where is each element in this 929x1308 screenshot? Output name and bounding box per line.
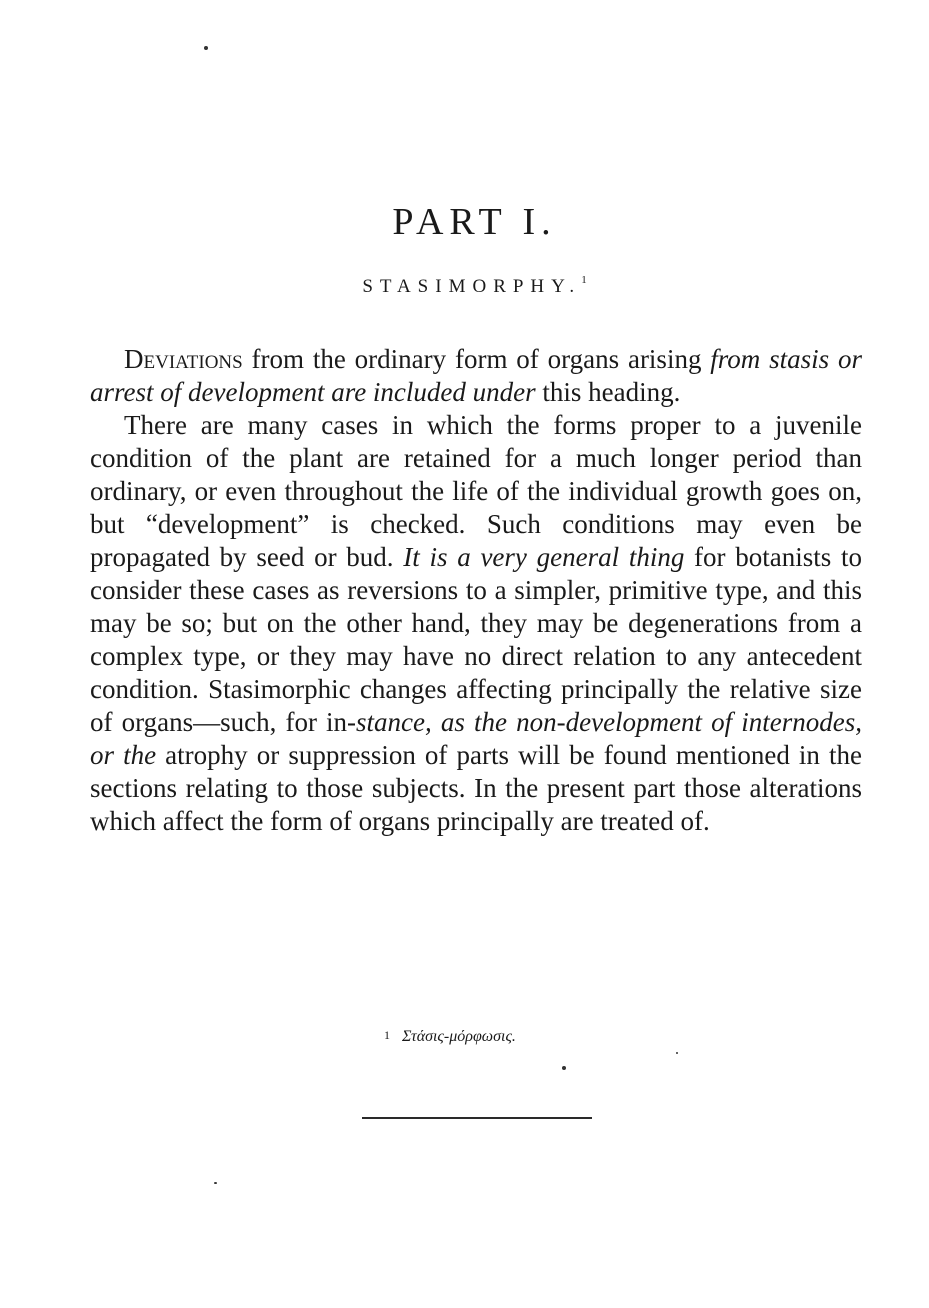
paragraph-2-part-a: There are many cases in which the forms proper to a juvenile condition of the plant are retained for a much longer period than ordinary, or even throughout the life of the individual growth goes on, but “development” is checked. Such conditions may even be propagated by seed or bud.: [90, 410, 862, 572]
paragraph-1: [90, 343, 862, 409]
paragraph-2-italic-a: It is a very general thing: [403, 542, 685, 572]
print-speck: [676, 1052, 678, 1054]
part-heading: PART I.: [392, 201, 557, 243]
paragraph-1-italic: from stasis or arrest of development are included under: [90, 344, 862, 407]
paragraph-2-italic-b: stance, as the non-development of internodes, or the: [90, 707, 862, 770]
lead-word: Deviations: [124, 344, 243, 374]
paragraph-2-part-b: for botanists to consider these cases as reversions to a simpler, primitive type, and this may be so; but on the other hand, they may be degenerations from a complex type, or they may have no direct relation to any antecedent condition. Stasimorphic changes affecting principally the relative size of organs—such, for in-: [90, 542, 862, 737]
footnote-text: Στάσις-μόρφωσις.: [402, 1028, 516, 1045]
footnote-mark: 1: [384, 1028, 390, 1042]
section-heading-text: STASIMORPHY.: [362, 276, 582, 297]
footnote-reference: 1: [581, 274, 587, 286]
print-speck: [562, 1066, 566, 1070]
paragraph-2-part-c: atrophy or suppression of parts will be found mentioned in the sections relating to those subjects. In the present part those alterations which affect the form of organs principally are treated of.: [90, 740, 862, 836]
print-speck: [214, 1182, 217, 1184]
footnote: [384, 1028, 516, 1046]
section-end-rule: [362, 1117, 592, 1119]
paragraph-1-end: this heading.: [535, 377, 681, 407]
section-heading: [0, 276, 929, 298]
print-speck: [204, 46, 208, 50]
body-text: [90, 343, 862, 838]
paragraph-2: [90, 409, 862, 838]
paragraph-1-roman: from the ordinary form of organs arising: [242, 344, 711, 374]
